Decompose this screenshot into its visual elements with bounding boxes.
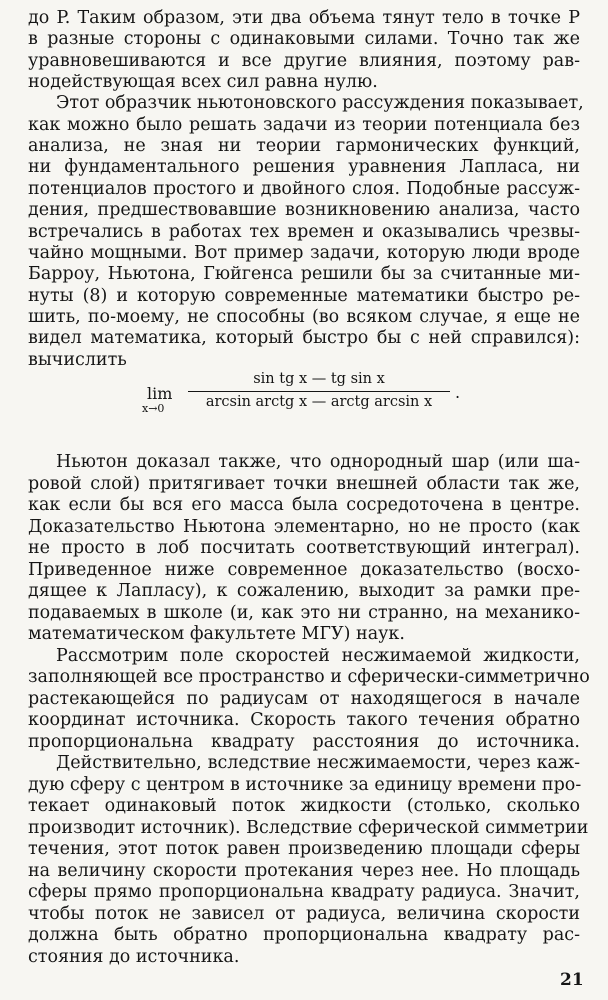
text-line: Действительно, вследствие несжимаемости, через каж- <box>56 753 580 773</box>
text-line: видел математика, который быстро бы с ней справился): <box>28 328 580 349</box>
lim-operator: lim <box>147 384 173 403</box>
text-line: анализа, не зная ни теории гармонических функций, <box>28 136 580 157</box>
text-line: Приведенное ниже современное доказательство (восхо- <box>28 559 580 580</box>
text-line: дения, предшествовавшие возникновению анализа, часто <box>28 200 580 221</box>
text-line: чайно мощными. Вот пример задачи, которую люди вроде <box>28 242 580 263</box>
text-line: ровой слой) притягивает точки внешней области так же, <box>28 473 580 494</box>
text-line: нуты (8) и которую современные математики быстро ре- <box>28 285 580 306</box>
text-line: встречались в работах тех времен и оказывались чрезвы- <box>28 221 580 242</box>
formula-numerator: sin tg x — tg sin x <box>253 371 385 387</box>
text-line: Барроу, Ньютона, Гюйгенса решили бы за считанные ми- <box>28 264 580 285</box>
text-line: Этот образчик ньютоновского рассуждения показывает, <box>56 93 584 114</box>
text-line: пропорциональна квадрату расстояния до источника. <box>28 731 580 752</box>
text-line: координат источника. Скорость такого течения обратно <box>28 710 580 730</box>
fraction-bar <box>188 391 450 392</box>
text-line: Ньютон доказал также, что однородный шар (или ша- <box>56 452 580 472</box>
text-line: не просто в лоб посчитать соответствующий интеграл). <box>28 538 580 558</box>
page-number: 21 <box>560 970 584 990</box>
text-line: чтобы поток не зависел от радиуса, величина скорости <box>28 903 580 924</box>
text-line: заполняющей все пространство и сферически-симметрично <box>28 667 590 687</box>
text-line: дую сферу с центром в источнике за единицу времени про- <box>28 774 582 795</box>
text-line: как можно было решать задачи из теории потенциала без <box>28 114 580 135</box>
text-line: производит источник). Вследствие сферической симметрии <box>28 817 589 838</box>
text-line: растекающейся по радиусам от находящегося в начале <box>28 688 580 709</box>
text-line: ни фундаментального решения уравнения Лапласа, ни <box>28 157 580 178</box>
text-line: как если бы вся его масса была сосредоточена в центре. <box>28 495 580 515</box>
text-line: Доказательство Ньютона элементарно, но не просто (как <box>28 516 580 537</box>
formula-limit <box>0 368 608 418</box>
text-line: в разные стороны с одинаковыми силами. Точно так же <box>28 29 580 50</box>
text-line: сферы прямо пропорциональна квадрату радиуса. Значит, <box>28 882 580 902</box>
text-line: математическом факультете МГУ) наук. <box>28 624 405 644</box>
text-line: потенциалов простого и двойного слоя. Подобные рассуж- <box>28 178 580 199</box>
formula-denominator: arcsin arctg x — arctg arcsin x <box>205 394 433 410</box>
text-line: текает одинаковый поток жидкости (столько, сколько <box>28 796 580 816</box>
lim-subscript: x→0 <box>142 402 165 415</box>
text-line: подаваемых в школе (и, как это ни странно, на механико- <box>28 602 580 623</box>
text-line: уравновешиваются и все другие влияния, поэтому рав- <box>28 50 580 71</box>
text-line: до P. Таким образом, эти два объема тянут тело в точке P <box>28 8 580 28</box>
text-line: стояния до источника. <box>28 946 240 967</box>
formula-period: . <box>455 383 461 402</box>
text-line: шить, по-моему, не способны (во всяком случае, я еще не <box>28 306 580 327</box>
text-line: Рассмотрим поле скоростей несжимаемой жидкости, <box>56 645 580 666</box>
text-line: течения, этот поток равен произведению площади сферы <box>28 839 580 859</box>
text-line: на величину скорости протекания через нее. Но площадь <box>28 860 580 881</box>
text-line: дящее к Лапласу), к сожалению, выходит за рамки пре- <box>28 581 580 601</box>
text-line: должна быть обратно пропорциональна квадрату рас- <box>28 925 580 945</box>
text-line: вычислить <box>28 349 127 370</box>
text-line: нодействующая всех сил равна нулю. <box>28 72 378 93</box>
